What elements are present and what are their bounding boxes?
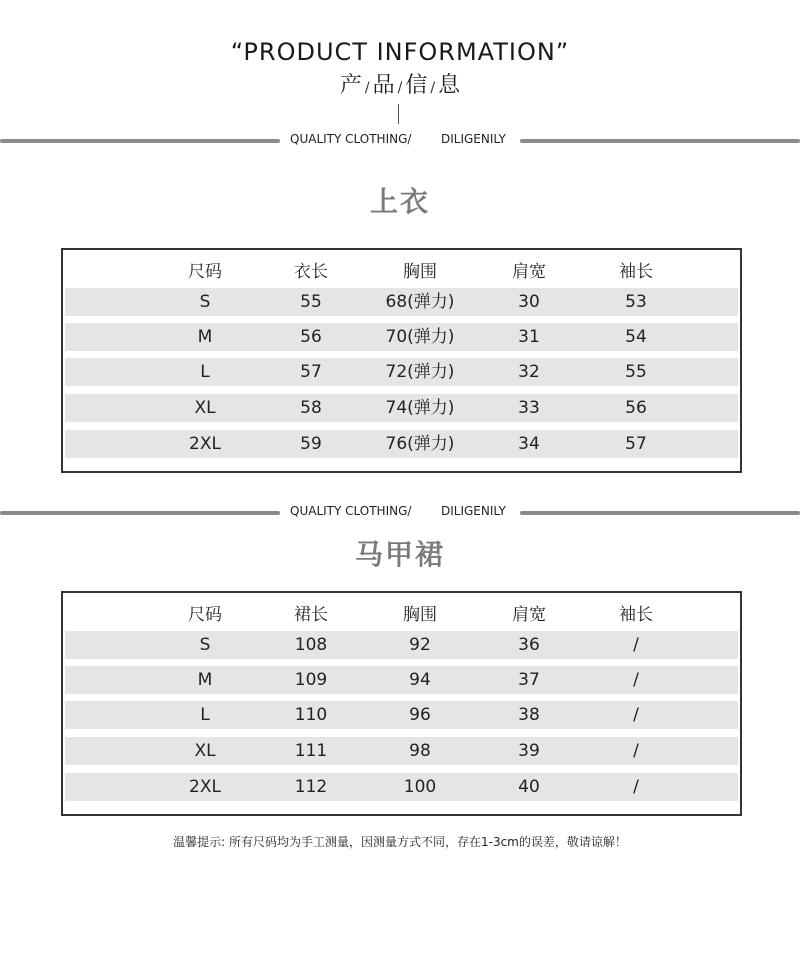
table-cell: XL xyxy=(194,741,216,761)
table-cell: 56 xyxy=(625,398,647,418)
table-header-cell: 肩宽 xyxy=(512,605,546,625)
table-header-cell: 袖长 xyxy=(619,262,653,282)
table-header-cell: 胸围 xyxy=(403,605,437,625)
table-cell: / xyxy=(633,670,639,690)
table-cell: 53 xyxy=(625,292,647,312)
table-cell: 108 xyxy=(294,635,328,655)
table-row xyxy=(65,737,738,765)
table-header-row xyxy=(65,258,738,286)
size-table-top xyxy=(61,248,742,473)
divider-bar-right xyxy=(520,139,800,143)
table-cell: 58 xyxy=(300,398,322,418)
table-row xyxy=(65,394,738,422)
table-header-cell: 尺码 xyxy=(188,262,222,282)
table-header-cell: 衣长 xyxy=(294,262,328,282)
table-cell: 76(弹力) xyxy=(385,434,455,454)
table-cell: L xyxy=(200,362,210,382)
table-row xyxy=(65,323,738,351)
table-row xyxy=(65,288,738,316)
section-title-dress: 马甲裙 xyxy=(354,538,445,571)
divider-bar-left xyxy=(0,139,280,143)
table-cell: XL xyxy=(194,398,216,418)
table-cell: S xyxy=(199,292,211,312)
table-cell: 70(弹力) xyxy=(385,327,455,347)
table-cell: 110 xyxy=(294,705,328,725)
subtitle-separator: / xyxy=(430,80,436,96)
table-cell: 74(弹力) xyxy=(385,398,455,418)
table-cell: 59 xyxy=(300,434,322,454)
table-cell: 38 xyxy=(518,705,540,725)
divider-left-text: QUALITY CLOTHING/ xyxy=(290,504,412,518)
table-cell: 30 xyxy=(518,292,540,312)
divider-bar-right xyxy=(520,511,800,515)
table-header-cell: 肩宽 xyxy=(512,262,546,282)
divider-bar-left xyxy=(0,511,280,515)
vertical-divider-line xyxy=(398,104,399,124)
table-cell: 111 xyxy=(294,741,328,761)
subtitle-char: 息 xyxy=(438,73,461,98)
table-cell: 96 xyxy=(409,705,431,725)
table-cell: 2XL xyxy=(189,434,221,454)
table-row xyxy=(65,430,738,458)
table-row xyxy=(65,631,738,659)
table-cell: 56 xyxy=(300,327,322,347)
table-cell: 98 xyxy=(409,741,431,761)
table-cell: 100 xyxy=(403,777,437,797)
table-cell: 32 xyxy=(518,362,540,382)
table-cell: 37 xyxy=(518,670,540,690)
table-cell: 40 xyxy=(518,777,540,797)
subtitle-separator: / xyxy=(364,80,370,96)
table-cell: / xyxy=(633,705,639,725)
table-cell: 36 xyxy=(518,635,540,655)
table-row xyxy=(65,701,738,729)
table-cell: 94 xyxy=(409,670,431,690)
subtitle-char: 品 xyxy=(372,73,395,98)
table-cell: 39 xyxy=(518,741,540,761)
table-cell: 2XL xyxy=(189,777,221,797)
table-cell: 112 xyxy=(294,777,328,797)
table-cell: 34 xyxy=(518,434,540,454)
table-cell: 92 xyxy=(409,635,431,655)
product-information-subtitle xyxy=(0,68,800,99)
table-cell: 68(弹力) xyxy=(385,292,455,312)
table-header-row xyxy=(65,601,738,629)
subtitle-separator: / xyxy=(397,80,403,96)
table-cell: / xyxy=(633,777,639,797)
table-cell: 33 xyxy=(518,398,540,418)
table-cell: L xyxy=(200,705,210,725)
table-header-cell: 尺码 xyxy=(188,605,222,625)
divider-right-text: DILIGENILY xyxy=(441,504,506,518)
section-title-top: 上衣 xyxy=(369,185,430,218)
table-cell: M xyxy=(197,670,213,690)
section-divider-1 xyxy=(0,132,800,150)
table-cell: 57 xyxy=(625,434,647,454)
table-header-cell: 裙长 xyxy=(294,605,328,625)
subtitle-char: 产 xyxy=(339,73,362,98)
table-row xyxy=(65,773,738,801)
table-cell: S xyxy=(199,635,211,655)
table-cell: 109 xyxy=(294,670,328,690)
section-divider-2 xyxy=(0,504,800,522)
table-cell: 55 xyxy=(625,362,647,382)
table-cell: 72(弹力) xyxy=(385,362,455,382)
product-information-title: “PRODUCT INFORMATION” xyxy=(230,38,570,66)
size-table-dress xyxy=(61,591,742,816)
table-cell: / xyxy=(633,741,639,761)
table-cell: 31 xyxy=(518,327,540,347)
measurement-note: 温馨提示: 所有尺码均为手工测量，因测量方式不同，存在1-3cm的误差，敬请谅解！ xyxy=(173,835,627,849)
table-row xyxy=(65,666,738,694)
table-row xyxy=(65,358,738,386)
table-cell: 55 xyxy=(300,292,322,312)
divider-right-text: DILIGENILY xyxy=(441,132,506,146)
table-cell: / xyxy=(633,635,639,655)
divider-left-text: QUALITY CLOTHING/ xyxy=(290,132,412,146)
table-cell: 54 xyxy=(625,327,647,347)
subtitle-char: 信 xyxy=(405,73,428,98)
table-cell: M xyxy=(197,327,213,347)
table-header-cell: 袖长 xyxy=(619,605,653,625)
table-header-cell: 胸围 xyxy=(403,262,437,282)
table-cell: 57 xyxy=(300,362,322,382)
